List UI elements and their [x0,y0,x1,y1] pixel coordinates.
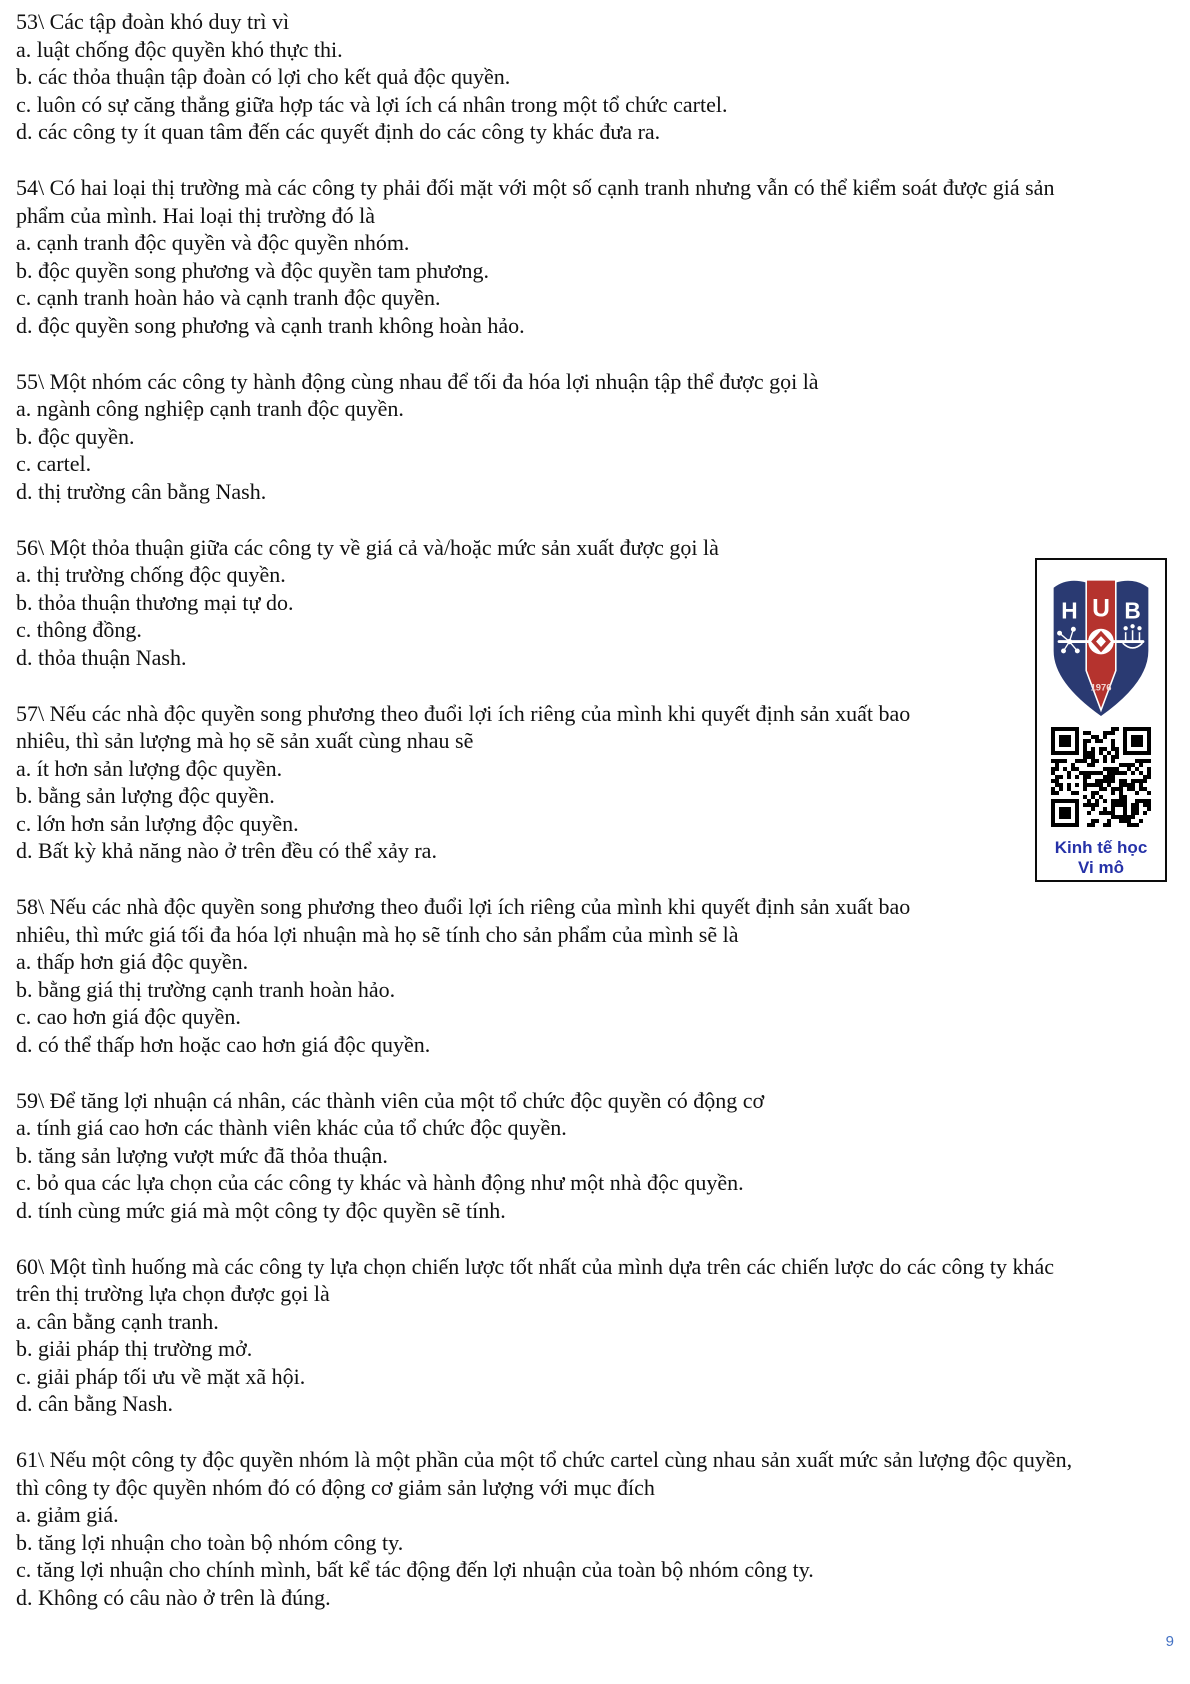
answer-option: d. có thể thấp hơn hoặc cao hơn giá độc quyền. [16,1031,431,1057]
logo-letter-u: U [1092,595,1110,623]
answer-option: c. tăng lợi nhuận cho chính mình, bất kể tác động đến lợi nhuận của toàn bộ nhóm công ty. [16,1557,814,1582]
answer-option: d. thị trường cân bằng Nash. [16,478,267,504]
answer-option: d. Không có câu nào ở trên là đúng. [16,1584,331,1610]
logo-caption-subject: Kinh tế học [1054,838,1148,857]
question-stem-line: 60\ Một tình huống mà các công ty lựa chọn chiến lược tốt nhất của mình dựa trên các chiến lược do các công ty khác [16,1253,1055,1279]
logo-letter-b: B [1124,597,1141,624]
answer-option: c. cạnh tranh hoàn hảo và cạnh tranh độc quyền. [16,285,441,310]
answer-option: a. ít hơn sản lượng độc quyền. [16,755,283,781]
question [16,1253,1176,1418]
answer-option: a. cạnh tranh độc quyền và độc quyền nhóm. [16,230,410,255]
logo-year: 1976 [1090,682,1112,693]
question-stem-line: 53\ Các tập đoàn khó duy trì vì [16,9,290,34]
question [16,534,1176,672]
question-stem-line: 55\ Một nhóm các công ty hành động cùng nhau để tối đa hóa lợi nhuận tập thể được gọi là [16,368,819,394]
question-stem-line: nhiêu, thì mức giá tối đa hóa lợi nhuận mà họ sẽ tính cho sản phẩm của mình sẽ là [16,921,739,947]
answer-option: b. các thỏa thuận tập đoàn có lợi cho kết quả độc quyền. [16,64,511,89]
answer-option: c. bỏ qua các lựa chọn của các công ty khác và hành động như một nhà độc quyền. [16,1170,744,1195]
answer-option: b. giải pháp thị trường mở. [16,1336,253,1361]
question [16,893,1176,1058]
question-stem-line: nhiêu, thì sản lượng mà họ sẽ sản xuất cùng nhau sẽ [16,728,474,753]
question-stem-line: thì công ty độc quyền nhóm đó có động cơ giảm sản lượng với mục đích [16,1474,655,1500]
answer-option: a. luật chống độc quyền khó thực thi. [16,36,343,62]
answer-option: a. thị trường chống độc quyền. [16,562,286,587]
answer-option: a. tính giá cao hơn các thành viên khác của tổ chức độc quyền. [16,1115,567,1140]
answer-option: c. cao hơn giá độc quyền. [16,1004,241,1029]
answer-option: b. bằng sản lượng độc quyền. [16,783,275,808]
question [16,8,1176,146]
question-stem-line: 57\ Nếu các nhà độc quyền song phương theo đuổi lợi ích riêng của mình khi quyết định sản xuất bao [16,700,911,726]
answer-option: a. giảm giá. [16,1502,119,1527]
question [16,174,1176,339]
quiz-page-content [16,8,1176,1640]
question-stem-line: 58\ Nếu các nhà độc quyền song phương theo đuổi lợi ích riêng của mình khi quyết định sản xuất bao [16,894,911,919]
answer-option: d. các công ty ít quan tâm đến các quyết định do các công ty khác đưa ra. [16,119,661,144]
question [16,368,1176,506]
answer-option: b. bằng giá thị trường cạnh tranh hoàn hảo. [16,976,396,1002]
answer-option: b. tăng lợi nhuận cho toàn bộ nhóm công ty. [16,1529,404,1555]
answer-option: c. thông đồng. [16,617,142,642]
answer-option: d. độc quyền song phương và cạnh tranh không hoàn hảo. [16,312,525,338]
question [16,700,1176,865]
answer-option: d. thỏa thuận Nash. [16,644,187,670]
answer-option: a. cân bằng cạnh tranh. [16,1308,219,1334]
question [16,1446,1176,1611]
answer-option: a. thấp hơn giá độc quyền. [16,949,249,974]
question-stem-line: trên thị trường lựa chọn được gọi là [16,1281,330,1306]
answer-option: d. tính cùng mức giá mà một công ty độc quyền sẽ tính. [16,1197,506,1223]
question-stem-line: 61\ Nếu một công ty độc quyền nhóm là một phần của một tổ chức cartel cùng nhau sản xuất mức sản lượng độc quyền, [16,1447,1073,1472]
answer-option: b. độc quyền. [16,423,135,449]
answer-option: c. cartel. [16,451,92,476]
answer-option: c. luôn có sự căng thẳng giữa hợp tác và lợi ích cá nhân trong một tổ chức cartel. [16,91,728,117]
question-stem-line: phẩm của mình. Hai loại thị trường đó là [16,202,375,228]
question-stem-line: 56\ Một thỏa thuận giữa các công ty về giá cả và/hoặc mức sản xuất được gọi là [16,534,719,560]
question-stem-line: 59\ Để tăng lợi nhuận cá nhân, các thành viên của một tổ chức độc quyền có động cơ [16,1087,765,1113]
university-logo-box [1035,558,1167,882]
qr-code-icon [1051,727,1151,827]
answer-option: b. thỏa thuận thương mại tự do. [16,589,294,615]
answer-option: d. Bất kỳ khả năng nào ở trên đều có thể xảy ra. [16,838,437,863]
page-number: 9 [1165,1633,1174,1650]
answer-option: d. cân bằng Nash. [16,1391,174,1416]
question-stem-line: 54\ Có hai loại thị trường mà các công ty phải đối mặt với một số cạnh tranh nhưng vẫn có thể kiểm soát được giá sản [16,175,1055,200]
answer-option: c. giải pháp tối ưu về mặt xã hội. [16,1363,306,1389]
answer-option: b. độc quyền song phương và độc quyền tam phương. [16,257,489,283]
question [16,1087,1176,1225]
answer-option: b. tăng sản lượng vượt mức đã thỏa thuận. [16,1142,388,1168]
answer-option: c. lớn hơn sản lượng độc quyền. [16,810,299,836]
hub-shield-logo [1049,572,1153,720]
answer-option: a. ngành công nghiệp cạnh tranh độc quyền. [16,396,404,421]
logo-captions [1055,838,1148,878]
questions [16,8,1176,1611]
logo-letter-h: H [1061,597,1078,624]
logo-caption-level: Vi mô [1078,858,1124,877]
